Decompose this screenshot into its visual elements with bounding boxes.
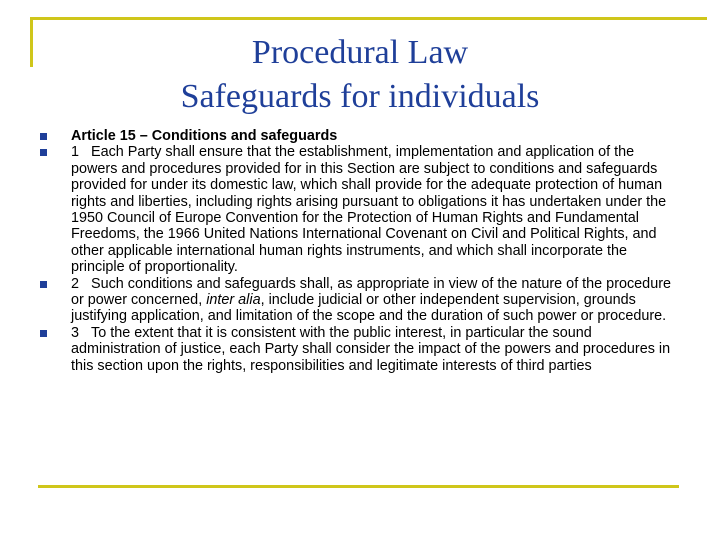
bullet-item-paragraph-2 [38, 276, 678, 325]
frame-top-line [30, 17, 707, 20]
slide-title [0, 31, 720, 119]
bullet-item-paragraph-3 [38, 325, 678, 374]
bullet-item-heading [38, 128, 678, 144]
paragraph-3-text: 3 To the extent that it is consistent with the public interest, in particular the sound administration of justice, each Party shall consider the impact of the powers and procedures in this section upon the rights, responsibilities and legitimate interests of third parties [71, 324, 671, 374]
paragraph-2-text-after: , include judicial or other independent supervision, grounds justifying application, and limitation of the scope and the duration of such power or procedure. [71, 292, 667, 325]
article-heading: Article 15 – Conditions and safeguards [71, 128, 338, 144]
frame-bottom-line [38, 485, 679, 488]
bullet-item-paragraph-1 [38, 144, 678, 275]
paragraph-2-text-before: 2 Such conditions and safeguards shall, as appropriate in view of the nature of the procedure or power concerned, [71, 275, 671, 309]
paragraph-2-emphasis: inter alia [206, 292, 261, 309]
paragraph-1-text: 1 Each Party shall ensure that the establishment, implementation and application of the powers and procedures provided for in this Section are subject to conditions and safeguards provided for under its domestic law, which shall provide for the adequate protection of human rights and liberties, including rights arising pursuant to obligations it has undertaken under the 1950 Council of Europe Convention for the Protection of Human Rights and Fundamental Freedoms, the 1966 United Nations International Covenant on Civil and Political Rights, and other applicable international human rights instruments, and which shall incorporate the principle of proportionality. [71, 144, 667, 276]
title-line-2: Safeguards for individuals [180, 78, 540, 115]
square-bullet-icon [40, 133, 47, 140]
slide-body [38, 128, 678, 374]
title-line-1: Procedural Law [251, 34, 469, 71]
square-bullet-icon [40, 149, 47, 156]
square-bullet-icon [40, 281, 47, 288]
square-bullet-icon [40, 330, 47, 337]
